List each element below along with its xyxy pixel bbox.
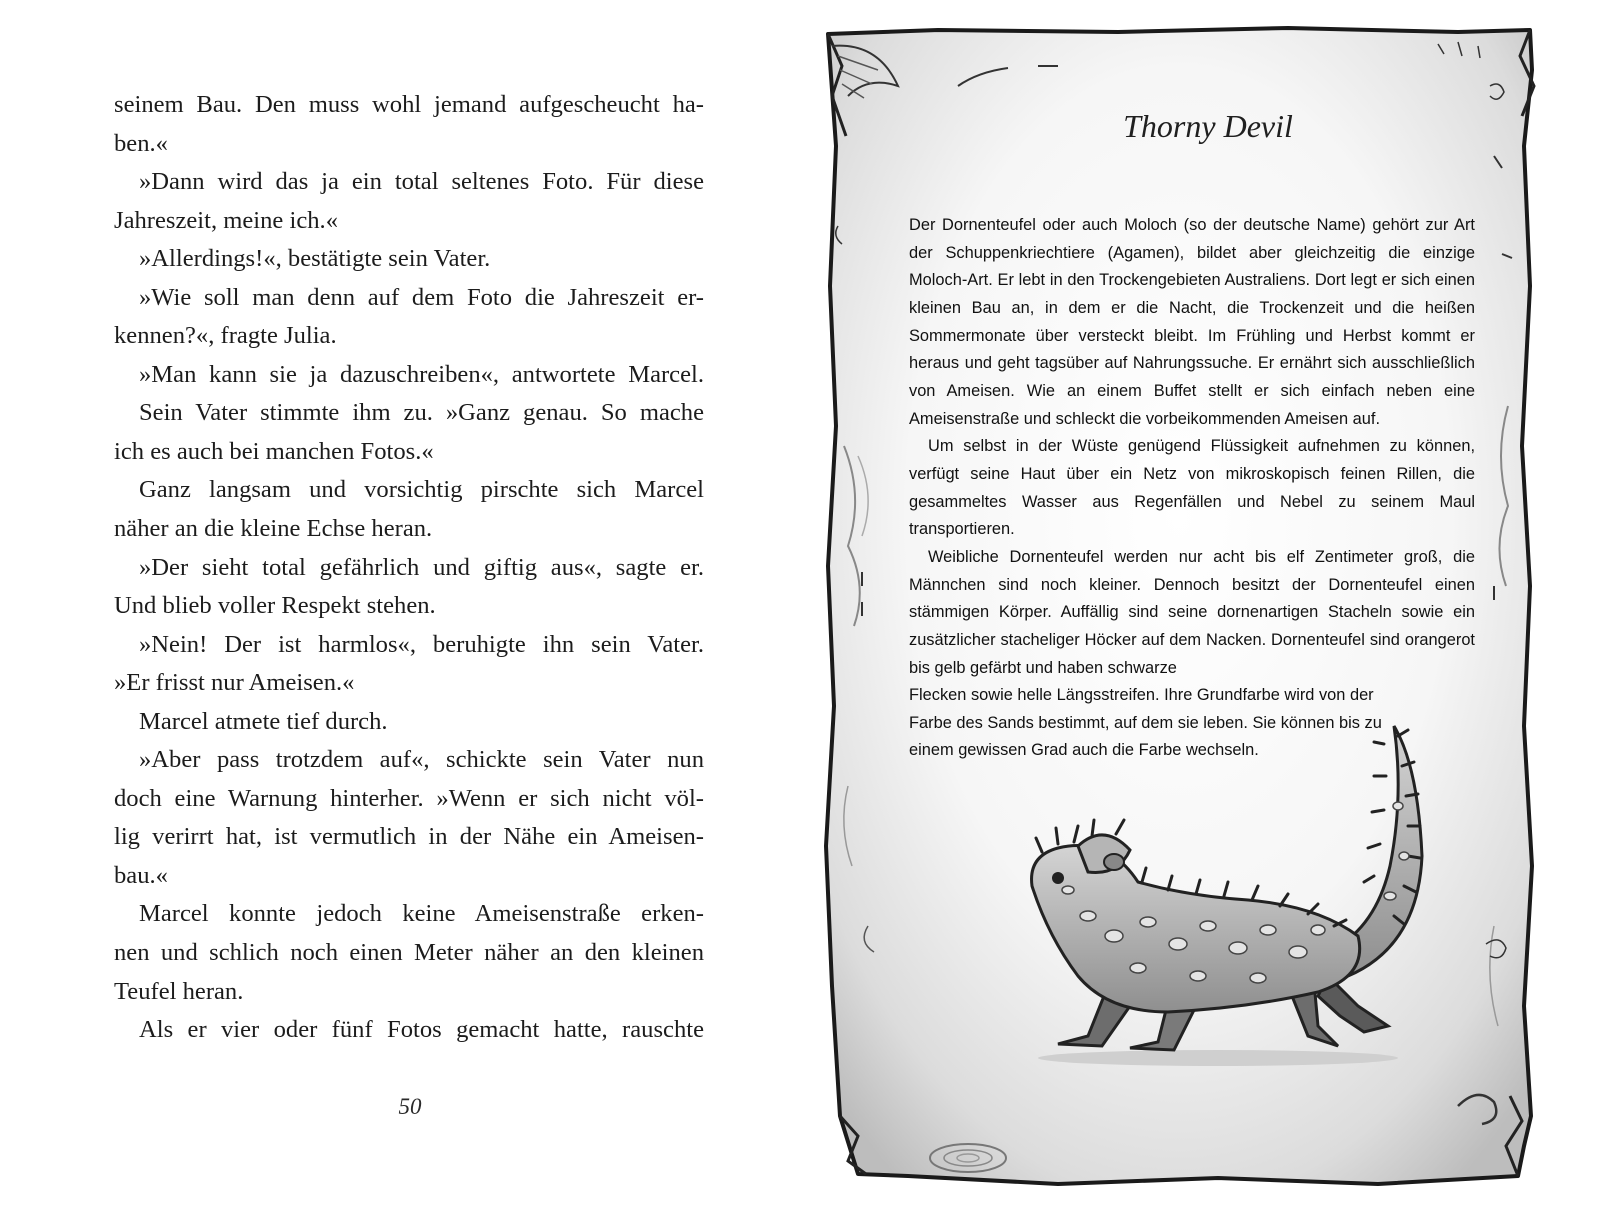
text-line: Sein Vater stimmte ihm zu. »Ganz genau. So mache [139,399,704,427]
text-line: »Er frisst nur Ameisen.« [114,669,355,697]
text-line: nen und schlich noch einen Meter näher an den kleinen [114,939,704,967]
text-line: näher an die kleine Echse heran. [114,515,433,543]
text-line: lig verirrt hat, ist vermutlich in der Nähe ein Ameisen- [114,823,704,851]
info-paragraph: Weibliche Dornenteufel werden nur acht bis elf Zentimeter groß, die Männchen sind noch kleiner. Dennoch besitzt der Dornenteufel einen stämmigen Körper. Auffällig sind seine dornenartigen Stacheln sowie ein zusätzlicher stacheliger Höcker auf dem Nacken. Dornenteufel sind orangerot bis gelb gefärbt und haben schwarze [909,547,1475,677]
info-paragraph: Der Dornenteufel oder auch Moloch (so der deutsche Name) gehört zur Art der Schuppenkriechtiere (Agamen), bildet aber gleichzeitig die einzige Moloch-Art. Er lebt in den Trockengebieten Australiens. Dort legt er sich einen kleinen Bau an, in dem er die Nacht, die Trockenzeit und die heißen Sommermonate über versteckt bleibt. Im Frühling und Herbst kommt er heraus und geht tagsüber auf Nahrungssuche. Er ernährt sich ausschließlich von Ameisen. Wie an einem Buffet stellt er sich einfach neben eine Ameisenstraße und schleckt die vorbeikommenden Ameisen auf. [909,216,1475,428]
text-line: »Allerdings!«, bestätigte sein Vater. [139,245,491,273]
text-line: »Dann wird das ja ein total seltenes Foto. Für diese [139,168,704,196]
text-line: Teufel heran. [114,977,244,1005]
page-number: 50 [398,1094,422,1119]
text-line: »Wie soll man denn auf dem Foto die Jahreszeit er- [139,283,704,311]
text-line: ben.« [114,129,168,157]
text-line: Ganz langsam und vorsichtig pirschte sich Marcel [139,476,704,504]
text-line: »Der sieht total gefährlich und giftig aus«, sagte er. [139,553,704,581]
info-box-title: Thorny Devil [1123,108,1293,144]
thorny-devil-info-box [818,26,1588,1211]
text-line: Marcel atmete tief durch. [139,707,388,735]
info-paragraph: Flecken sowie helle Längsstreifen. Ihre Grundfarbe wird von der Farbe des Sands bestimmt, auf dem sie leben. Sie können bis zu einem gewissen Grad auch die Farbe wechseln. [909,686,1382,760]
text-line: Und blieb voller Respekt stehen. [114,592,436,620]
text-line: Jahreszeit, meine ich.« [114,206,338,234]
text-line: bau.« [114,861,168,889]
text-line: Marcel konnte jedoch keine Ameisenstraße erken- [139,900,704,928]
text-line: »Nein! Der ist harmlos«, beruhigte ihn sein Vater. [139,630,704,658]
story-text [114,86,704,1050]
text-line: Als er vier oder fünf Fotos gemacht hatte, rauschte [139,1016,704,1044]
text-line: seinem Bau. Den muss wohl jemand aufgescheucht ha- [114,91,704,118]
thorny-devil-illustration [1018,686,1458,1086]
text-line: ich es auch bei manchen Fotos.« [114,437,434,465]
text-line: doch eine Warnung hinterher. »Wenn er sich nicht völ- [114,784,704,812]
text-line: kennen?«, fragte Julia. [114,322,337,350]
info-paragraph: Um selbst in der Wüste genügend Flüssigkeit aufnehmen zu können, verfügt seine Haut über ein Netz von mikroskopisch feinen Rillen, die gesammeltes Wasser aus Regenfällen und Nebel zu seinem Maul transportieren. [909,437,1475,539]
text-line: »Man kann sie ja dazuschreiben«, antwortete Marcel. [139,360,704,388]
info-box-text [909,212,1475,765]
text-line: »Aber pass trotzdem auf«, schickte sein Vater nun [139,746,704,774]
